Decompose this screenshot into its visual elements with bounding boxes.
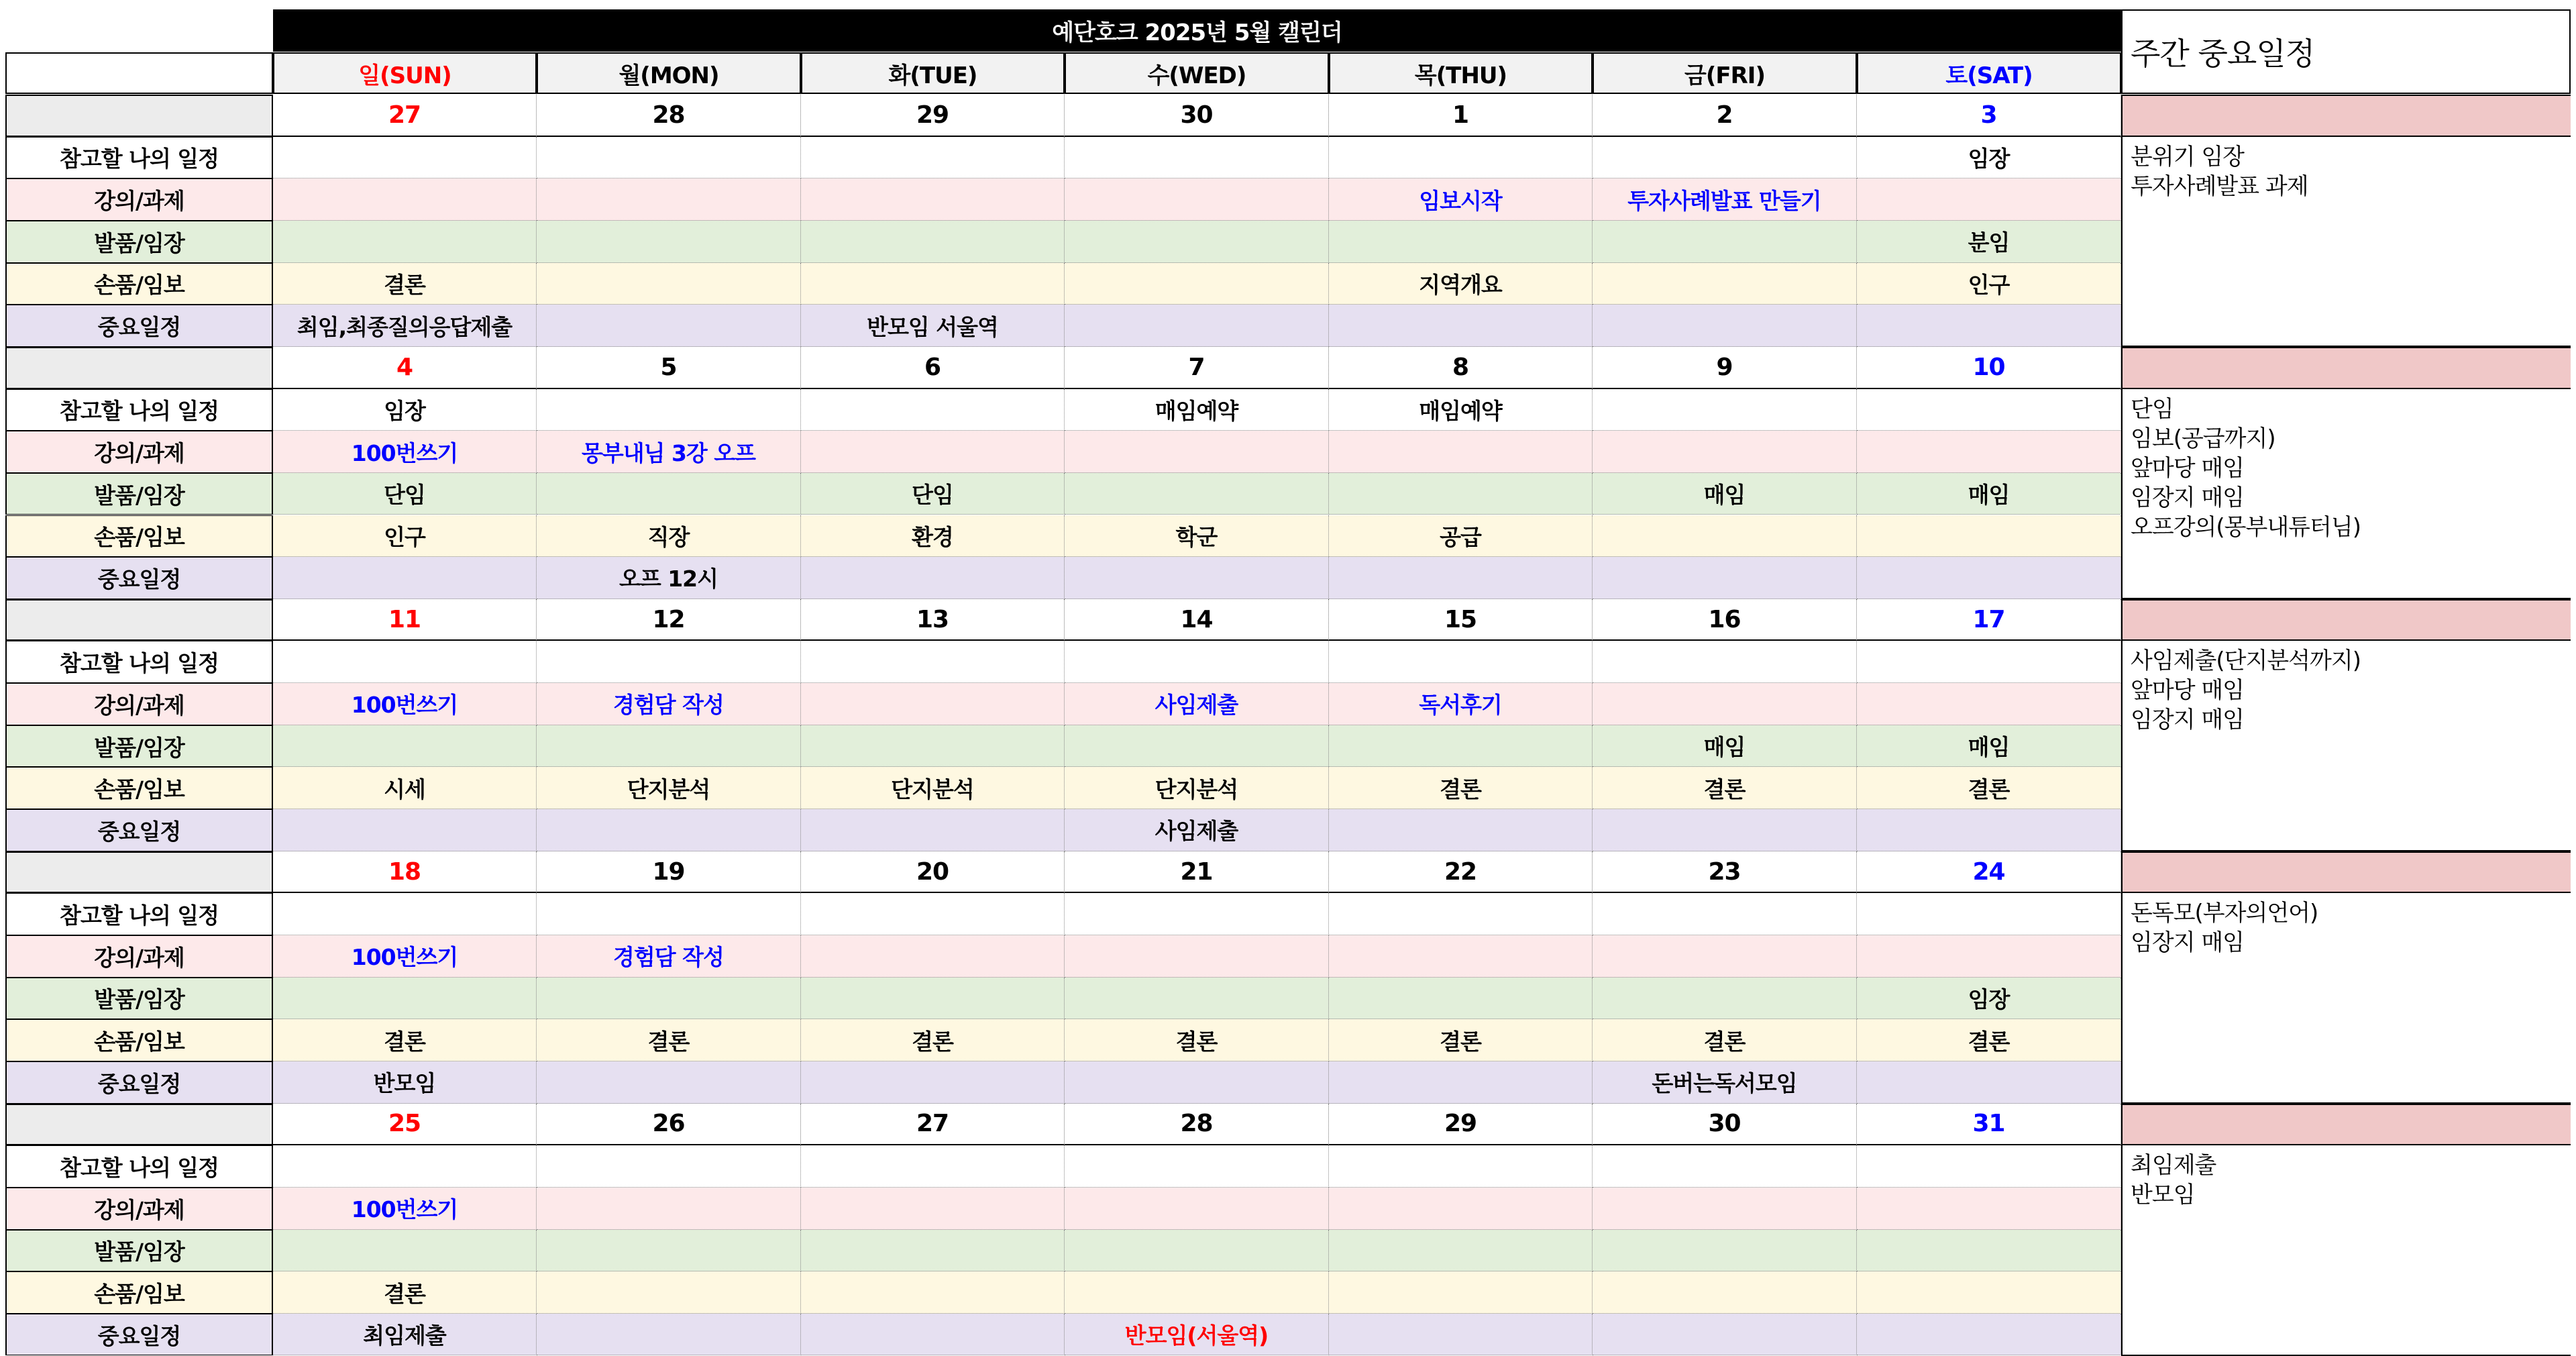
schedule-cell[interactable] (1857, 935, 2121, 978)
schedule-cell[interactable] (1329, 725, 1593, 768)
schedule-cell[interactable] (273, 641, 537, 683)
week-3-notes[interactable] (2121, 893, 2571, 1103)
date-cell[interactable]: 23 (1593, 851, 1857, 894)
schedule-cell[interactable] (801, 809, 1065, 851)
schedule-cell[interactable]: 결론 (273, 1271, 537, 1314)
schedule-cell[interactable] (1857, 893, 2121, 935)
side-heading: 주간 중요일정 (2121, 9, 2571, 94)
week-1-side-band (2121, 347, 2571, 389)
schedule-cell[interactable] (1593, 389, 1857, 431)
schedule-cell[interactable] (1065, 1271, 1329, 1314)
schedule-cell[interactable] (1593, 1271, 1857, 1314)
schedule-cell[interactable]: 단지분석 (801, 767, 1065, 809)
schedule-cell[interactable] (537, 1271, 801, 1314)
schedule-cell[interactable] (801, 178, 1065, 221)
date-cell[interactable]: 16 (1593, 599, 1857, 641)
corner-cell[interactable] (5, 52, 273, 94)
schedule-cell[interactable] (1065, 473, 1329, 515)
day-header-5[interactable]: 금(FRI) (1593, 52, 1857, 94)
day-header-2[interactable]: 화(TUE) (801, 52, 1065, 94)
schedule-cell[interactable] (537, 893, 801, 935)
row-label: 중요일정 (5, 1314, 273, 1356)
schedule-cell[interactable] (537, 1188, 801, 1230)
schedule-cell[interactable]: 100번쓰기 (273, 431, 537, 473)
schedule-cell[interactable] (273, 893, 537, 935)
date-cell[interactable]: 29 (1329, 1104, 1593, 1146)
schedule-cell[interactable] (1329, 137, 1593, 179)
schedule-cell[interactable]: 임장 (273, 389, 537, 431)
date-cell[interactable]: 7 (1065, 347, 1329, 389)
schedule-cell[interactable] (537, 305, 801, 347)
schedule-cell[interactable]: 투자사례발표 만들기 (1593, 178, 1857, 221)
date-cell[interactable]: 24 (1857, 851, 2121, 894)
schedule-cell[interactable]: 결론 (1857, 767, 2121, 809)
schedule-cell[interactable] (537, 978, 801, 1020)
schedule-cell[interactable] (1857, 1271, 2121, 1314)
schedule-cell[interactable] (1857, 557, 2121, 599)
schedule-cell[interactable]: 사임제출 (1065, 683, 1329, 725)
schedule-cell[interactable] (1065, 641, 1329, 683)
date-cell[interactable]: 2 (1593, 95, 1857, 137)
schedule-cell[interactable] (1065, 178, 1329, 221)
schedule-cell[interactable]: 매임예약 (1065, 389, 1329, 431)
schedule-cell[interactable] (1857, 1061, 2121, 1104)
schedule-cell[interactable]: 경험담 작성 (537, 935, 801, 978)
schedule-cell[interactable] (801, 1271, 1065, 1314)
schedule-cell[interactable]: 임보시작 (1329, 178, 1593, 221)
schedule-cell[interactable]: 경험담 작성 (537, 683, 801, 725)
row-label: 중요일정 (5, 305, 273, 347)
schedule-cell[interactable] (1593, 263, 1857, 305)
row-label: 강의/과제 (5, 431, 273, 473)
schedule-cell[interactable] (1593, 137, 1857, 179)
row-label: 참고할 나의 일정 (5, 641, 273, 683)
row-label: 발품/임장 (5, 725, 273, 768)
schedule-cell[interactable] (801, 137, 1065, 179)
schedule-cell[interactable] (1857, 1314, 2121, 1356)
date-cell[interactable]: 6 (801, 347, 1065, 389)
schedule-cell[interactable] (1593, 893, 1857, 935)
note-line: 임장지 매임 (2131, 929, 2245, 957)
schedule-cell[interactable] (1593, 809, 1857, 851)
schedule-cell[interactable] (801, 1314, 1065, 1356)
date-cell[interactable]: 21 (1065, 851, 1329, 894)
date-cell[interactable]: 17 (1857, 599, 2121, 641)
day-header-6[interactable]: 토(SAT) (1857, 52, 2121, 94)
schedule-cell[interactable] (273, 557, 537, 599)
row-label: 강의/과제 (5, 683, 273, 725)
date-cell[interactable]: 14 (1065, 599, 1329, 641)
schedule-cell[interactable]: 인구 (1857, 263, 2121, 305)
schedule-cell[interactable] (1593, 515, 1857, 558)
note-line: 투자사례발표 과제 (2131, 172, 2308, 200)
date-cell[interactable]: 10 (1857, 347, 2121, 389)
schedule-cell[interactable] (1329, 221, 1593, 263)
row-label: 참고할 나의 일정 (5, 1145, 273, 1188)
date-cell[interactable]: 20 (801, 851, 1065, 894)
schedule-cell[interactable]: 독서후기 (1329, 683, 1593, 725)
schedule-cell[interactable] (1329, 305, 1593, 347)
schedule-cell[interactable] (801, 1188, 1065, 1230)
schedule-cell[interactable]: 반모임 (273, 1061, 537, 1104)
schedule-cell[interactable] (537, 221, 801, 263)
schedule-cell[interactable] (1329, 978, 1593, 1020)
schedule-cell[interactable] (1065, 893, 1329, 935)
schedule-cell[interactable] (1065, 431, 1329, 473)
week-2-band (5, 599, 273, 641)
row-label: 참고할 나의 일정 (5, 893, 273, 935)
note-line: 반모임 (2131, 1182, 2195, 1209)
schedule-cell[interactable]: 결론 (1065, 1019, 1329, 1061)
schedule-cell[interactable] (1593, 1188, 1857, 1230)
note-line: 분위기 임장 (2131, 143, 2245, 170)
schedule-cell[interactable] (1593, 641, 1857, 683)
schedule-cell[interactable] (1065, 1188, 1329, 1230)
schedule-cell[interactable]: 학군 (1065, 515, 1329, 558)
week-0-notes[interactable] (2121, 137, 2571, 347)
note-line: 임장지 매임 (2131, 707, 2245, 734)
week-2-notes[interactable] (2121, 641, 2571, 851)
schedule-cell[interactable] (801, 1230, 1065, 1272)
schedule-cell[interactable] (1593, 431, 1857, 473)
schedule-cell[interactable]: 사임제출 (1065, 809, 1329, 851)
schedule-cell[interactable] (537, 1230, 801, 1272)
schedule-cell[interactable] (1593, 557, 1857, 599)
schedule-cell[interactable]: 매임 (1857, 473, 2121, 515)
schedule-cell[interactable] (1857, 389, 2121, 431)
schedule-cell[interactable] (537, 1061, 801, 1104)
row-label: 발품/임장 (5, 473, 273, 515)
week-0-side-band (2121, 95, 2571, 137)
date-cell[interactable]: 8 (1329, 347, 1593, 389)
schedule-cell[interactable]: 결론 (537, 1019, 801, 1061)
schedule-cell[interactable]: 단지분석 (537, 767, 801, 809)
row-label: 참고할 나의 일정 (5, 137, 273, 179)
schedule-cell[interactable]: 반모임 서울역 (801, 305, 1065, 347)
schedule-cell[interactable]: 100번쓰기 (273, 935, 537, 978)
schedule-cell[interactable]: 매임 (1593, 725, 1857, 768)
row-label: 손품/임보 (5, 263, 273, 305)
day-header-1[interactable]: 월(MON) (537, 52, 801, 94)
schedule-cell[interactable] (1329, 1188, 1593, 1230)
note-line: 임장지 매임 (2131, 484, 2245, 511)
schedule-cell[interactable] (537, 1145, 801, 1188)
schedule-cell[interactable] (273, 178, 537, 221)
row-label: 발품/임장 (5, 221, 273, 263)
schedule-cell[interactable] (1329, 431, 1593, 473)
schedule-cell[interactable] (1593, 978, 1857, 1020)
row-label: 중요일정 (5, 557, 273, 599)
note-line: 앞마당 매임 (2131, 677, 2245, 705)
schedule-cell[interactable]: 결론 (801, 1019, 1065, 1061)
row-label: 발품/임장 (5, 978, 273, 1020)
schedule-cell[interactable] (801, 683, 1065, 725)
schedule-cell[interactable]: 결론 (1329, 767, 1593, 809)
row-label: 손품/임보 (5, 1019, 273, 1061)
schedule-cell[interactable]: 직장 (537, 515, 801, 558)
schedule-cell[interactable]: 시세 (273, 767, 537, 809)
row-label: 발품/임장 (5, 1230, 273, 1272)
week-4-band (5, 1104, 273, 1146)
day-header-3[interactable]: 수(WED) (1065, 52, 1329, 94)
row-label: 참고할 나의 일정 (5, 389, 273, 431)
date-cell[interactable]: 22 (1329, 851, 1593, 894)
schedule-cell[interactable] (273, 137, 537, 179)
schedule-cell[interactable] (1329, 1145, 1593, 1188)
schedule-cell[interactable] (1857, 641, 2121, 683)
schedule-cell[interactable]: 최임제출 (273, 1314, 537, 1356)
schedule-cell[interactable]: 매임 (1857, 725, 2121, 768)
date-cell[interactable]: 11 (273, 599, 537, 641)
date-cell[interactable]: 13 (801, 599, 1065, 641)
note-line: 임보(공급까지) (2131, 425, 2275, 452)
week-3-band (5, 851, 273, 894)
date-cell[interactable]: 18 (273, 851, 537, 894)
schedule-cell[interactable] (273, 221, 537, 263)
schedule-cell[interactable]: 매임예약 (1329, 389, 1593, 431)
schedule-cell[interactable] (801, 725, 1065, 768)
date-cell[interactable]: 26 (537, 1104, 801, 1146)
schedule-cell[interactable]: 단지분석 (1065, 767, 1329, 809)
schedule-cell[interactable]: 최임,최종질의응답제출 (273, 305, 537, 347)
date-cell[interactable]: 4 (273, 347, 537, 389)
schedule-cell[interactable] (1065, 305, 1329, 347)
schedule-cell[interactable] (1065, 1061, 1329, 1104)
row-label: 손품/임보 (5, 515, 273, 558)
date-cell[interactable]: 31 (1857, 1104, 2121, 1146)
schedule-cell[interactable] (1593, 1230, 1857, 1272)
schedule-cell[interactable] (1065, 1145, 1329, 1188)
schedule-cell[interactable] (1857, 809, 2121, 851)
schedule-cell[interactable]: 인구 (273, 515, 537, 558)
schedule-cell[interactable] (801, 557, 1065, 599)
schedule-cell[interactable] (801, 893, 1065, 935)
schedule-cell[interactable] (1329, 1314, 1593, 1356)
date-cell[interactable]: 19 (537, 851, 801, 894)
day-header-4[interactable]: 목(THU) (1329, 52, 1593, 94)
schedule-cell[interactable]: 돈버는독서모임 (1593, 1061, 1857, 1104)
schedule-cell[interactable] (1857, 305, 2121, 347)
schedule-cell[interactable] (801, 431, 1065, 473)
schedule-cell[interactable]: 100번쓰기 (273, 1188, 537, 1230)
schedule-cell[interactable] (1329, 1061, 1593, 1104)
schedule-cell[interactable] (1065, 935, 1329, 978)
schedule-cell[interactable] (1329, 641, 1593, 683)
schedule-cell[interactable] (1065, 221, 1329, 263)
schedule-cell[interactable]: 몽부내님 3강 오프 (537, 431, 801, 473)
row-label: 강의/과제 (5, 935, 273, 978)
schedule-cell[interactable]: 100번쓰기 (273, 683, 537, 725)
date-cell[interactable]: 1 (1329, 95, 1593, 137)
schedule-cell[interactable] (537, 263, 801, 305)
schedule-cell[interactable] (1593, 305, 1857, 347)
schedule-cell[interactable]: 결론 (1593, 767, 1857, 809)
day-header-0[interactable]: 일(SUN) (273, 52, 537, 94)
schedule-cell[interactable] (537, 725, 801, 768)
schedule-cell[interactable] (537, 809, 801, 851)
note-line: 앞마당 매임 (2131, 454, 2245, 482)
date-cell[interactable]: 5 (537, 347, 801, 389)
date-cell[interactable]: 12 (537, 599, 801, 641)
week-2-side-band (2121, 599, 2571, 641)
schedule-cell[interactable]: 환경 (801, 515, 1065, 558)
week-1-band (5, 347, 273, 389)
schedule-cell[interactable]: 결론 (1593, 1019, 1857, 1061)
row-label: 중요일정 (5, 1061, 273, 1104)
schedule-cell[interactable] (1593, 935, 1857, 978)
week-4-side-band (2121, 1104, 2571, 1146)
schedule-cell[interactable] (1329, 473, 1593, 515)
date-cell[interactable]: 27 (801, 1104, 1065, 1146)
schedule-cell[interactable] (1065, 1230, 1329, 1272)
schedule-cell[interactable] (1593, 221, 1857, 263)
schedule-cell[interactable] (1593, 683, 1857, 725)
schedule-cell[interactable] (1065, 137, 1329, 179)
schedule-cell[interactable] (801, 641, 1065, 683)
schedule-cell[interactable] (1065, 557, 1329, 599)
date-cell[interactable]: 29 (801, 95, 1065, 137)
schedule-cell[interactable] (1857, 1145, 2121, 1188)
date-cell[interactable]: 30 (1593, 1104, 1857, 1146)
schedule-cell[interactable] (1065, 263, 1329, 305)
schedule-cell[interactable] (1329, 809, 1593, 851)
schedule-cell[interactable]: 단임 (801, 473, 1065, 515)
schedule-cell[interactable]: 매임 (1593, 473, 1857, 515)
row-label: 강의/과제 (5, 178, 273, 221)
row-label: 손품/임보 (5, 1271, 273, 1314)
note-line: 사임제출(단지분석까지) (2131, 647, 2361, 675)
row-label: 강의/과제 (5, 1188, 273, 1230)
week-3-side-band (2121, 851, 2571, 894)
note-line: 오프강의(몽부내튜터님) (2131, 513, 2361, 541)
schedule-cell[interactable]: 결론 (1857, 1019, 2121, 1061)
date-cell[interactable]: 3 (1857, 95, 2121, 137)
schedule-cell[interactable]: 임장 (1857, 978, 2121, 1020)
schedule-cell[interactable] (273, 1230, 537, 1272)
date-cell[interactable]: 25 (273, 1104, 537, 1146)
schedule-cell[interactable] (801, 935, 1065, 978)
schedule-cell[interactable] (537, 641, 801, 683)
note-line: 돈독모(부자의언어) (2131, 900, 2318, 927)
row-label: 손품/임보 (5, 767, 273, 809)
date-cell[interactable]: 28 (537, 95, 801, 137)
week-0-band (5, 95, 273, 137)
schedule-cell[interactable]: 임장 (1857, 137, 2121, 179)
schedule-cell[interactable] (537, 389, 801, 431)
schedule-cell[interactable] (1593, 1145, 1857, 1188)
schedule-cell[interactable] (801, 1145, 1065, 1188)
schedule-cell[interactable]: 단임 (273, 473, 537, 515)
schedule-cell[interactable] (1857, 683, 2121, 725)
week-1-notes[interactable] (2121, 389, 2571, 599)
row-label: 중요일정 (5, 809, 273, 851)
schedule-cell[interactable] (801, 263, 1065, 305)
schedule-cell[interactable] (1857, 515, 2121, 558)
schedule-cell[interactable] (801, 1061, 1065, 1104)
schedule-cell[interactable] (1329, 557, 1593, 599)
schedule-cell[interactable] (1329, 893, 1593, 935)
schedule-cell[interactable] (801, 389, 1065, 431)
note-line: 최임제출 (2131, 1152, 2216, 1180)
schedule-cell[interactable] (537, 1314, 801, 1356)
date-cell[interactable]: 30 (1065, 95, 1329, 137)
schedule-cell[interactable] (1857, 178, 2121, 221)
date-cell[interactable]: 15 (1329, 599, 1593, 641)
schedule-cell[interactable]: 결론 (273, 1019, 537, 1061)
schedule-cell[interactable] (273, 809, 537, 851)
schedule-cell[interactable] (537, 178, 801, 221)
week-4-notes[interactable] (2121, 1145, 2571, 1355)
schedule-cell[interactable]: 지역개요 (1329, 263, 1593, 305)
date-cell[interactable]: 9 (1593, 347, 1857, 389)
schedule-cell[interactable] (1329, 1271, 1593, 1314)
schedule-cell[interactable] (537, 137, 801, 179)
schedule-cell[interactable]: 결론 (1329, 1019, 1593, 1061)
schedule-cell[interactable]: 반모임(서울역) (1065, 1314, 1329, 1356)
date-cell[interactable]: 28 (1065, 1104, 1329, 1146)
calendar-title: 예단호크 2025년 5월 캘린더 (273, 9, 2121, 52)
schedule-cell[interactable]: 오프 12시 (537, 557, 801, 599)
schedule-cell[interactable]: 공급 (1329, 515, 1593, 558)
schedule-cell[interactable] (1065, 725, 1329, 768)
schedule-cell[interactable] (537, 473, 801, 515)
schedule-cell[interactable] (1329, 935, 1593, 978)
schedule-cell[interactable] (801, 978, 1065, 1020)
schedule-cell[interactable] (273, 725, 537, 768)
schedule-cell[interactable] (1857, 1230, 2121, 1272)
date-cell[interactable]: 27 (273, 95, 537, 137)
schedule-cell[interactable] (801, 221, 1065, 263)
note-line: 단임 (2131, 395, 2174, 423)
schedule-cell[interactable] (1857, 431, 2121, 473)
schedule-cell[interactable] (273, 1145, 537, 1188)
schedule-cell[interactable]: 분임 (1857, 221, 2121, 263)
schedule-cell[interactable] (1329, 1230, 1593, 1272)
schedule-cell[interactable] (1593, 1314, 1857, 1356)
schedule-cell[interactable] (273, 978, 537, 1020)
schedule-cell[interactable] (1857, 1188, 2121, 1230)
schedule-cell[interactable]: 결론 (273, 263, 537, 305)
schedule-cell[interactable] (1065, 978, 1329, 1020)
